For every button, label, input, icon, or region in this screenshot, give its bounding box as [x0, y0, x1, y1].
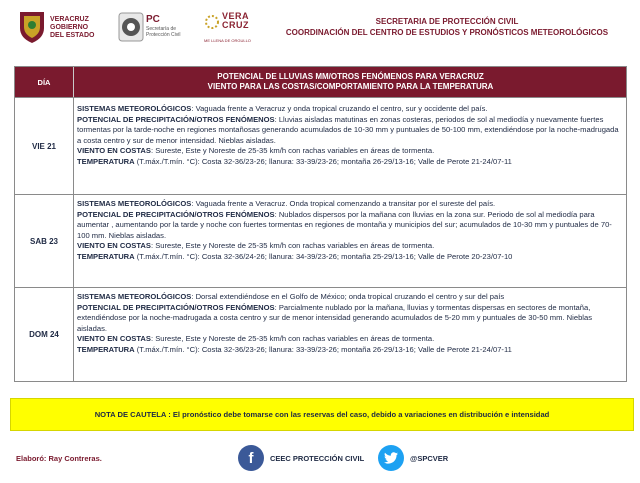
systems-label: SISTEMAS METEOROLÓGICOS: [77, 292, 192, 301]
forecast-cell: [77, 104, 622, 168]
veracruz-pride-logo: [204, 12, 264, 46]
vera-star-icon: [204, 14, 220, 30]
temperature-label: TEMPERATURA: [77, 156, 135, 166]
vera-logo-word: CRUZ: [222, 20, 249, 30]
author-credit: Elaboró: Ray Contreras.: [16, 454, 102, 463]
table-row: [15, 194, 626, 287]
page-footer: [0, 438, 640, 483]
logo-text-line: GOBIERNO: [50, 24, 89, 31]
temperature-text: (T.máx./T.mín. °C): Costa 32-36/23-26; llanura: 33-39/23-26; montaña 26-29/13-16; Valle de Perote 21-24/07-11: [134, 156, 512, 166]
precipitation-text: : Lluvias aisladas matutinas en zonas costeras, periodos de sol al mediodía y nuevamente fuertes tormentas por la tarde-noche en regiones montañosas generando acumulados de 10-30 mm y puntuales de 50-100 mm, extendiéndose por la noche-madrugada a costa centro y sur de menor intensidad. Nieblas aisladas.: [77, 114, 619, 145]
civil-protection-emblem-icon: [118, 12, 144, 42]
precipitation-text: : Nublados dispersos por la mañana con lluvias en la zona sur. Periodo de sol al mediodía para aumentar , aumentando por la tarde y noche con fuertes tormentas en regiones de montaña y municipios del sur; acumulados de 10-30 mm y puntuales de 70-100 mm. Nieblas aisladas.: [77, 209, 612, 240]
twitter-icon: [378, 445, 404, 471]
pc-logo-subtitle: Secretaría de: [146, 26, 177, 32]
pc-logo-subtitle: Protección Civil: [146, 32, 181, 38]
facebook-icon: f: [238, 445, 264, 471]
systems-text: : Dorsal extendiéndose en el Golfo de México; onda tropical cruzando el centro y sur del país: [191, 292, 505, 301]
twitter-link[interactable]: [378, 444, 448, 472]
veracruz-government-logo: [18, 10, 124, 46]
wind-text: : Sureste, Este y Noreste de 25-35 km/h con rachas variables en áreas de tormenta.: [150, 146, 435, 156]
wind-label: VIENTO EN COSTAS: [77, 146, 151, 156]
logo-text-line: VERACRUZ: [50, 16, 89, 23]
header-line-2: VIENTO PARA LAS COSTAS/COMPORTAMIENTO PARA LA TEMPERATURA: [207, 82, 494, 91]
systems-label: SISTEMAS METEOROLÓGICOS: [77, 199, 192, 208]
twitter-handle: @SPCVER: [410, 453, 449, 463]
temperature-text: (T.máx./T.mín. °C): Costa 32-36/24-26; llanura: 34-39/23-26; montaña 25-29/13-16; Valle de Perote 20-23/07-10: [134, 251, 513, 261]
organization-title: [260, 16, 634, 38]
wind-text: : Sureste, Este y Noreste de 25-35 km/h con rachas variables en áreas de tormenta.: [150, 334, 435, 344]
precipitation-text: : Parcialmente nublado por la mañana, lluvias y tormentas dispersas en sectores de montaña, extendiéndose por la noche-madrugada a costa centro y sur de menor intensidad generando acumulados de 5-20 mm y puntuales de 30-50 mm. Nieblas aisladas.: [77, 302, 592, 333]
forecast-table: [14, 66, 627, 382]
systems-label: SISTEMAS METEOROLÓGICOS: [77, 104, 192, 113]
day-cell: DOM 24: [15, 288, 74, 381]
systems-text: : Vaguada frente a Veracruz. Onda tropical comenzando a transitar por el sureste del país.: [191, 199, 496, 208]
forecast-cell: [77, 199, 622, 263]
wind-label: VIENTO EN COSTAS: [77, 241, 151, 251]
vera-logo-slogan: ME LLENA DE ORGULLO: [204, 38, 251, 43]
systems-text: : Vaguada frente a Veracruz y onda tropical cruzando el centro, sur y occidente del país.: [191, 104, 488, 113]
vera-logo-word: VERA: [222, 11, 250, 21]
wind-text: : Sureste, Este y Noreste de 25-35 km/h con rachas variables en áreas de tormenta.: [150, 241, 435, 251]
day-cell: VIE 21: [15, 98, 74, 194]
table-header: [15, 67, 626, 97]
facebook-link[interactable]: [238, 444, 364, 472]
facebook-handle: CEEC PROTECCIÓN CIVIL: [270, 453, 365, 463]
precipitation-label: POTENCIAL DE PRECIPITACIÓN/OTROS FENÓMENOS: [77, 114, 275, 124]
veracruz-shield-icon: [18, 10, 46, 44]
twitter-bird-icon: [384, 452, 398, 464]
forecast-cell: [77, 292, 622, 356]
pc-logo-title: PC: [146, 14, 160, 25]
temperature-label: TEMPERATURA: [77, 344, 135, 354]
org-line-1: SECRETARIA DE PROTECCIÓN CIVIL: [375, 17, 519, 26]
day-cell: SAB 23: [15, 195, 74, 287]
precipitation-label: POTENCIAL DE PRECIPITACIÓN/OTROS FENÓMENOS: [77, 209, 275, 219]
proteccion-civil-logo: [118, 12, 198, 46]
caution-note: NOTA DE CAUTELA : El pronóstico debe tomarse con las reservas del caso, debido a variaciones en distribución e intensidad: [10, 398, 634, 431]
temperature-label: TEMPERATURA: [77, 251, 135, 261]
header-line-1: POTENCIAL DE LLUVIAS MM/OTROS FENÓMENOS PARA VERACRUZ: [217, 72, 484, 81]
table-row: [15, 287, 626, 381]
temperature-text: (T.máx./T.mín. °C): Costa 32-36/23-26; llanura: 33-39/23-26; montaña 26-29/13-16; Valle de Perote 21-24/07-11: [134, 344, 512, 354]
logo-text-line: DEL ESTADO: [50, 32, 95, 39]
org-line-2: COORDINACIÓN DEL CENTRO DE ESTUDIOS Y PRONÓSTICOS METEOROLÓGICOS: [285, 28, 609, 37]
table-row: [15, 97, 626, 194]
day-column-header: DÍA: [15, 67, 74, 97]
precipitation-label: POTENCIAL DE PRECIPITACIÓN/OTROS FENÓMENOS: [77, 302, 275, 312]
wind-label: VIENTO EN COSTAS: [77, 334, 151, 344]
page-header: [0, 0, 640, 60]
forecast-column-header: [75, 67, 626, 97]
